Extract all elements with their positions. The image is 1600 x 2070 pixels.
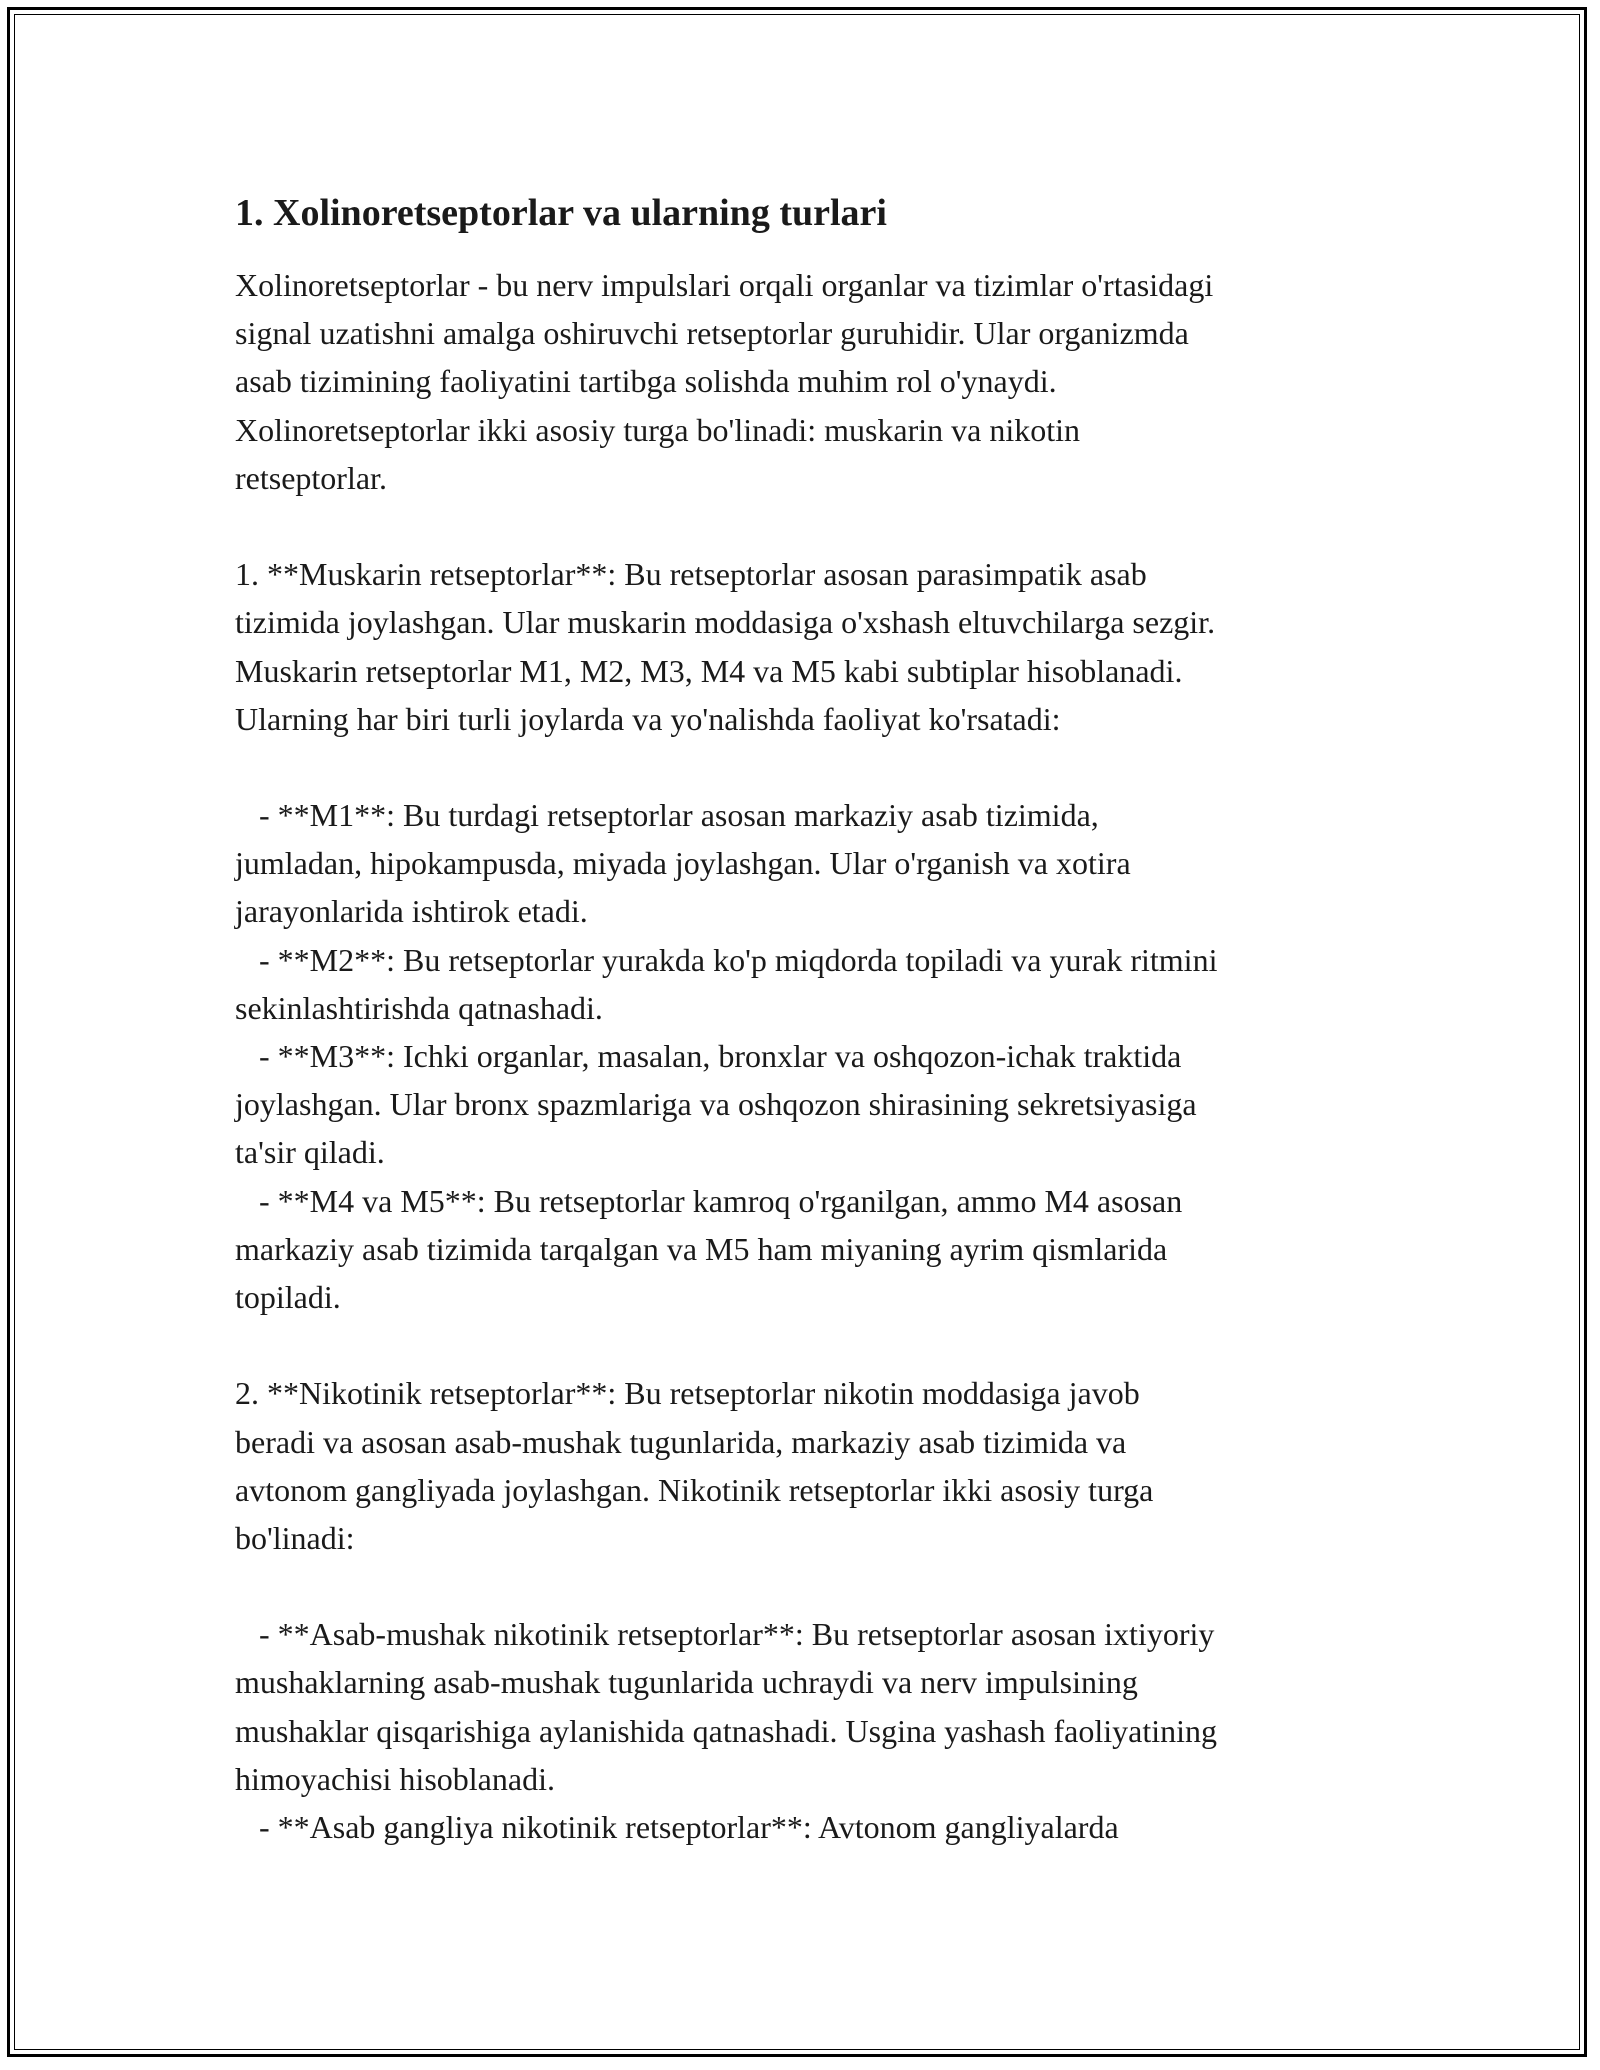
text-line: signal uzatishni amalga oshiruvchi retseptorlar guruhidir. Ular organizmda bbox=[235, 315, 1189, 352]
text-line: joylashgan. Ular bronx spazmlariga va oshqozon shirasining sekretsiyasiga bbox=[235, 1086, 1197, 1123]
text-line: retseptorlar. bbox=[235, 459, 387, 496]
text-line: tizimida joylashgan. Ular muskarin moddasiga o'xshash eltuvchilarga sezgir. bbox=[235, 604, 1216, 641]
text-line: Xolinoretseptorlar ikki asosiy turga bo'linadi: muskarin va nikotin bbox=[235, 411, 1081, 448]
text-line: markaziy asab tizimida tarqalgan va M5 ham miyaning ayrim qismlarida bbox=[235, 1230, 1168, 1267]
text-line: himoyachisi hisoblanadi. bbox=[235, 1760, 555, 1797]
text-line: mushaklarning asab-mushak tugunlarida uchraydi va nerv impulsining bbox=[235, 1664, 1138, 1701]
text-line: jarayonlarida ishtirok etadi. bbox=[235, 893, 588, 930]
document-text bbox=[235, 261, 1395, 1851]
text-line: asab tizimining faoliyatini tartibga solishda muhim rol o'ynaydi. bbox=[235, 363, 1057, 400]
text-line: mushaklar qisqarishiga aylanishida qatnashadi. Usgina yashash faoliyatining bbox=[235, 1712, 1217, 1749]
document-title: 1. Xolinoretseptorlar va ularning turlari bbox=[235, 192, 887, 234]
text-line: - **M2**: Bu retseptorlar yurakda ko'p miqdorda topiladi va yurak ritmini bbox=[235, 941, 1218, 978]
text-line: 1. **Muskarin retseptorlar**: Bu retseptorlar asosan parasimpatik asab bbox=[235, 556, 1147, 593]
text-line: - **M3**: Ichki organlar, masalan, bronxlar va oshqozon-ichak traktida bbox=[235, 1038, 1182, 1074]
text-line bbox=[235, 743, 1395, 791]
text-line: Ularning har biri turli joylarda va yo'nalishda faoliyat ko'rsatadi: bbox=[235, 700, 1061, 737]
text-line: Muskarin retseptorlar M1, M2, M3, M4 va M5 kabi subtiplar hisoblanadi. bbox=[235, 652, 1183, 689]
text-line: 2. **Nikotinik retseptorlar**: Bu retseptorlar nikotin moddasiga javob bbox=[235, 1375, 1140, 1412]
document-body bbox=[235, 185, 1395, 1851]
text-line: jumladan, hipokampusda, miyada joylashgan. Ular o'rganish va xotira bbox=[235, 845, 1131, 882]
text-line bbox=[235, 1562, 1395, 1610]
text-line: ta'sir qiladi. bbox=[235, 1134, 385, 1171]
text-line: beradi va asosan asab-mushak tugunlarida, markaziy asab tizimida va bbox=[235, 1423, 1127, 1460]
text-line: - **Asab-mushak nikotinik retseptorlar**: Bu retseptorlar asosan ixtiyoriy bbox=[235, 1616, 1215, 1653]
text-line: - **M1**: Bu turdagi retseptorlar asosan markaziy asab tizimida, bbox=[235, 797, 1099, 834]
text-line: sekinlashtirishda qatnashadi. bbox=[235, 989, 603, 1026]
text-line: Xolinoretseptorlar - bu nerv impulslari orqali organlar va tizimlar o'rtasidagi bbox=[235, 267, 1214, 303]
text-line: - **M4 va M5**: Bu retseptorlar kamroq o'rganilgan, ammo M4 asosan bbox=[235, 1182, 1183, 1219]
text-line bbox=[235, 502, 1395, 550]
text-line: bo'linadi: bbox=[235, 1519, 355, 1556]
text-line: - **Asab gangliya nikotinik retseptorlar**: Avtonom gangliyalarda bbox=[235, 1809, 1119, 1845]
text-line: topiladi. bbox=[235, 1278, 341, 1315]
text-line: avtonom gangliyada joylashgan. Nikotinik retseptorlar ikki asosiy turga bbox=[235, 1471, 1154, 1508]
text-line bbox=[235, 1321, 1395, 1369]
